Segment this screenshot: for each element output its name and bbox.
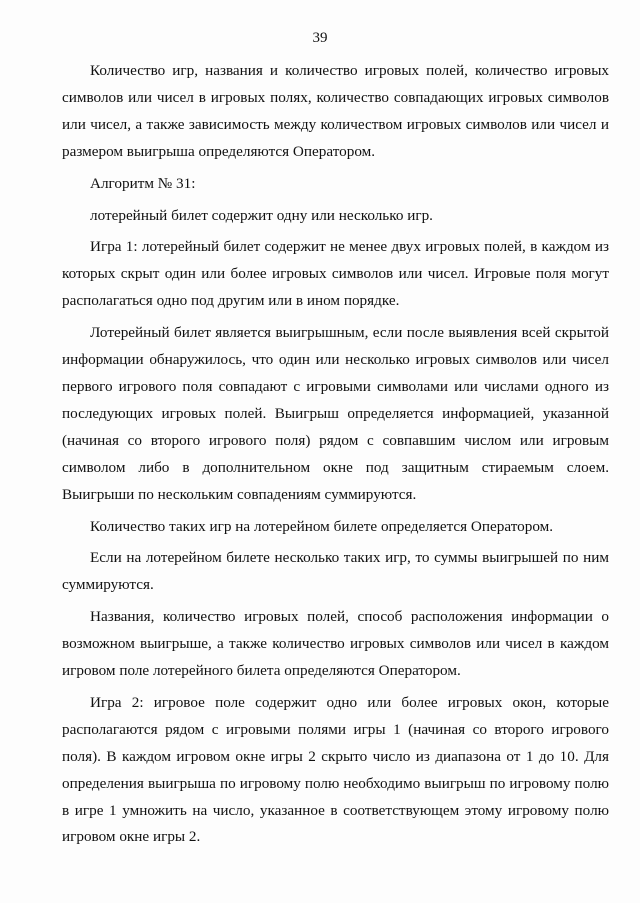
page-number: 39 (312, 30, 328, 46)
paragraph-game-1: Игра 1: лотерейный билет содержит не менее двух игровых полей, в каждом из которых скрыт один или более игровых символов или чисел. Игровые поля могут располагаться одно под другим или в ином порядке. (62, 238, 609, 310)
paragraph-algorithm-heading: Алгоритм № 31: (90, 174, 196, 192)
paragraph-sum-winnings: Если на лотерейном билете несколько таких игр, то суммы выигрышей по ним суммируются. (62, 549, 609, 594)
paragraph-game-settings: Количество игр, названия и количество игровых полей, количество игровых символов или чисел в игровых полях, количество совпадающих игровых символов или чисел, а также зависимость между количеством игровых символов или чисел и размером выигрыша определяются Оператором. (62, 62, 609, 160)
paragraph-game-count: Количество таких игр на лотерейном билете определяется Оператором. (90, 517, 554, 535)
paragraph-winning-condition: Лотерейный билет является выигрышным, если после выявления всей скрытой информации обнаружилось, что один или несколько игровых символов или чисел первого игрового поля совпадают с игровыми символами или числами одного из последующих игровых полей. Выигрыш определяется информацией, указанной (начиная со второго игрового поля) рядом с совпавшим числом или игровым символом либо в дополнительном окне под защитным стираемым слоем. Выигрыши по нескольким совпадениям суммируются. (62, 324, 609, 503)
document-body (62, 58, 609, 851)
paragraph-ticket-games: лотерейный билет содержит одну или несколько игр. (90, 206, 433, 224)
paragraph-names-fields: Названия, количество игровых полей, способ расположения информации о возможном выигрыше, а также количество игровых символов или чисел в каждом игровом поле лотерейного билета определяются Оператором. (62, 608, 609, 680)
paragraph-game-2: Игра 2: игровое поле содержит одно или более игровых окон, которые располагаются рядом с игровыми полями игры 1 (начиная со второго игрового поля). В каждом игровом окне игры 2 скрыто число из диапазона от 1 до 10. Для определения выигрыша по игровому полю необходимо выигрыш по игровому полю в игре 1 умножить на число, указанное в соответствующем этому игровому полю игровом окне игры 2. (62, 693, 609, 846)
